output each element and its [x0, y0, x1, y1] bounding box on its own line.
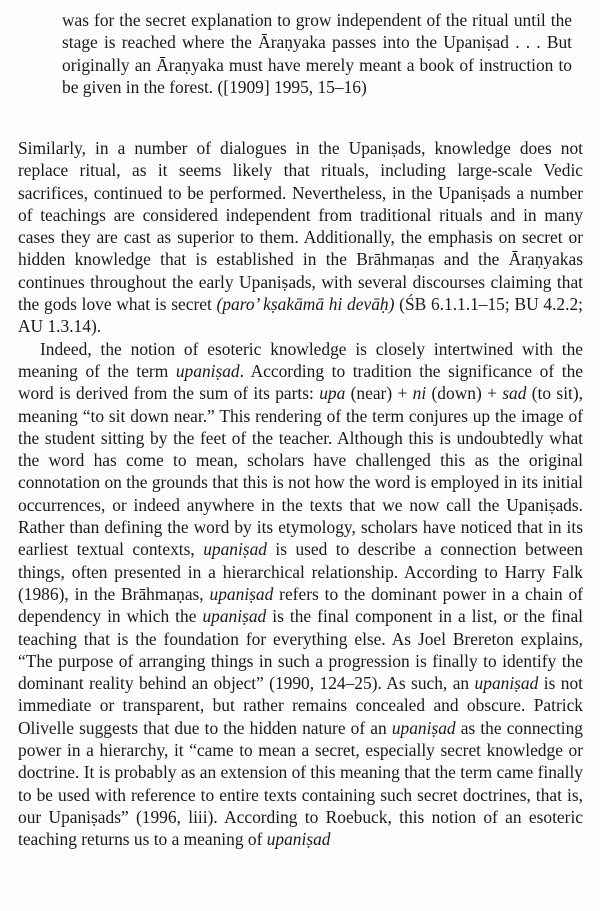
text-run: refers to the dominant power in a chain of dependency in which the [18, 583, 583, 627]
text-run: is not immediate or transparent, but rather remains concealed and obscure. Patrick Olivelle suggests that due to the hidden nature of an [18, 673, 583, 738]
text-run: is the final component in a list, or the final teaching that is the foundation for everything else. As Joel Brereton explains, “The purpose of arranging things in such a progression is finally to identify the dominant reality behind an object” (1990, 124–25). As such, an [18, 606, 583, 694]
paragraph-2 [18, 338, 583, 851]
block-quote [62, 9, 572, 98]
text-run: . According to tradition the significance of the word is derived from the sum of its parts: [18, 360, 584, 404]
text-run: (near) + [345, 383, 413, 404]
term-upa: upa [319, 383, 346, 404]
term-upanisad: upaniṣad [202, 606, 267, 627]
text-run: as the connecting power in a hierarchy, it “came to mean a secret, especially secret knowledge or doctrine. It is probably as an extension of this meaning that the term came finally to be used with reference to entire texts containing such secret doctrines, that is, our Upaniṣads” (1996, liii). According to Roebuck, this notion of an esoteric teaching returns us to a meaning of [18, 717, 584, 850]
term-ni: ni [412, 383, 427, 404]
paragraph-1 [18, 137, 583, 338]
text-run: (to sit), meaning “to sit down near.” This rendering of the term conjures up the image of the student sitting by the feet of the teacher. Although this is undoubtedly what the word has come to mean, scholars have challenged this as the original connotation on the grounds that this is not how the word is employed in its initial occurrences, or indeed anywhere in the texts that we now call the Upaniṣads. Rather than defining the word by its etymology, scholars have noticed that in its earliest textual contexts, [18, 383, 583, 560]
term-upanisad: upaniṣad [175, 360, 240, 381]
paragraph-1-text: Similarly, in a number of dialogues in the Upaniṣads, knowledge does not replace ritual, as it seems likely that rituals, including large-scale Vedic sacrifices, continued to be performed. Nevertheless, in the Upaniṣads a number of teachings are considered independent from traditional rituals and in many cases they are cast as superior to them. Additionally, the emphasis on secret or hidden knowledge that is established in the Brāhmaṇas and the Āraṇyakas continues throughout the early Upaniṣads, with several discourses claiming that the gods love what is secret [18, 138, 583, 315]
term-upanisad: upaniṣad [203, 539, 267, 560]
term-upanisad: upaniṣad [391, 717, 456, 738]
term-sad: sad [502, 383, 527, 404]
term-upanisad: upaniṣad [266, 829, 331, 850]
text-run: Indeed, the notion of esoteric knowledge is closely intertwined with the meaning of the term [18, 338, 583, 381]
citation: (ŚB 6.1.1.1–15; BU 4.2.2; AU 1.3.14). [18, 294, 584, 337]
text-run: (down) + [426, 383, 503, 404]
block-quote-text: was for the secret explanation to grow independent of the ritual until the stage is reached where the Āraṇyaka passes into the Upaniṣad . . . But originally an Āraṇyaka must have merely meant a book of instruction to be given in the forest. ([1909] 1995, 15–16) [62, 10, 572, 97]
body-text [18, 137, 583, 851]
term-upanisad: upaniṣad [474, 673, 539, 694]
text-run: is used to describe a connection between things, often presented in a hierarchical relationship. According to Harry Falk (1986), in the Brāhmaṇas, [18, 539, 583, 604]
sanskrit-phrase: (paro’ kṣakāmā hi devāḥ) [216, 294, 395, 315]
term-upanisad: upaniṣad [209, 583, 274, 604]
